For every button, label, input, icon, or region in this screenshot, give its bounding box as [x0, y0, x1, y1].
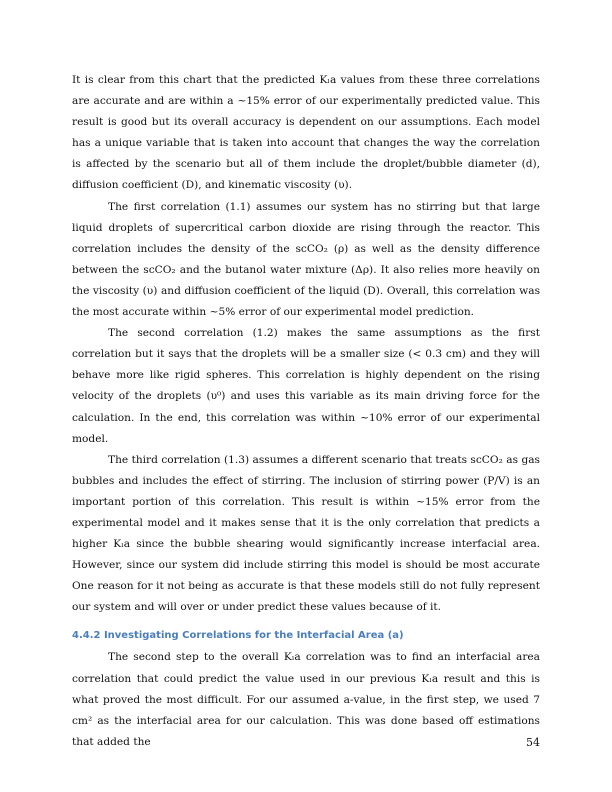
paragraph-3: The second correlation (1.2) makes the same assumptions as the first correlation but it says that the droplets will be a smaller size (< 0.3 cm) and they will behave more like rigid spheres. This correlation is highly dependent on the rising velocity of the droplets (υ⁰) and uses this variable as its main driving force for the calculation. In the end, this correlation was within ~10% error of our experimental model.: [72, 327, 540, 445]
paragraph-2: The first correlation (1.1) assumes our system has no stirring but that large liquid droplets of supercritical carbon dioxide are rising through the reactor. This correlation includes the density of the scCO₂ (ρ) as well as the density difference between the scCO₂ and the butanol water mixture (Δρ). It also relies more heavily on the viscosity (υ) and diffusion coefficient of the liquid (D). Overall, this correlation was the most accurate within ~5% error of our experimental model prediction.: [72, 200, 540, 319]
paragraph-1: It is clear from this chart that the predicted Kₗa values from these three correlations are accurate and are within a ~15% error of our experimentally predicted value. This result is good but its overall accuracy is dependent on our assumptions. Each model has a unique variable that is taken into account that changes the way the correlation is affected by the scenario but all of them include the droplet/bubble diameter (d), diffusion coefficient (D), and kinematic viscosity (υ).: [72, 74, 540, 192]
document-page: [72, 70, 540, 753]
section-heading: 4.4.2 Investigating Correlations for the Interfacial Area (a): [72, 630, 404, 642]
paragraph-4: The third correlation (1.3) assumes a different scenario that treats scCO₂ as gas bubbles and includes the effect of stirring. The inclusion of stirring power (P/V) is an important portion of this correlation. This result is within ~15% error from the experimental model and it makes sense that it is the only correlation that predicts a higher Kₗa since the bubble shearing would significantly increase interfacial area. However, since our system did include stirring this model is should be most accurate One reason for it not being as accurate is that these models still do not fully represent our system and will over or under predict these values because of it.: [72, 453, 540, 614]
paragraph-5: The second step to the overall Kₗa correlation was to find an interfacial area correlation that could predict the value used in our previous Kₗa result and this is what proved the most difficult. For our assumed a-value, in the first step, we used 7 cm² as the interfacial area for our calculation. This was done based off estimations that added the: [72, 651, 540, 748]
page-number: 54: [526, 736, 540, 749]
